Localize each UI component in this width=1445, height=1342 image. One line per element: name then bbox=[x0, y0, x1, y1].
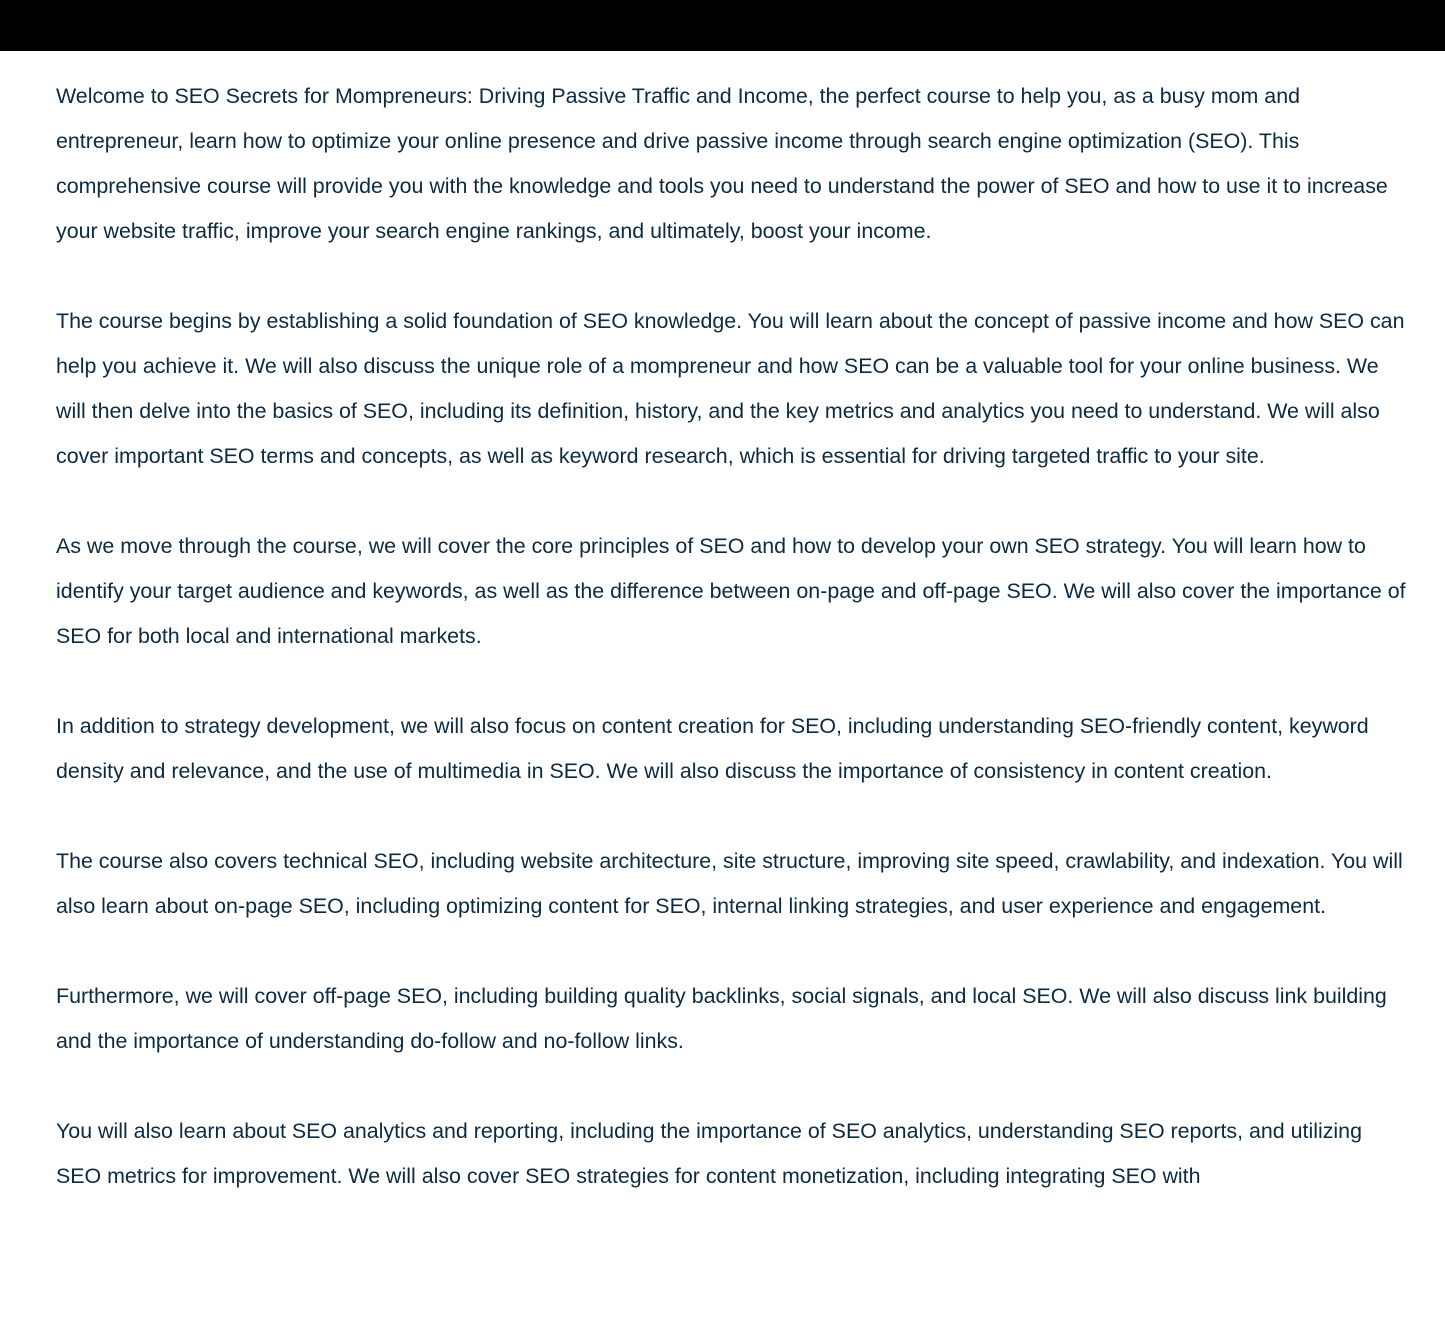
article-body bbox=[56, 74, 1406, 1244]
paragraph-strategy bbox=[56, 524, 1406, 659]
text-line: You will also learn about SEO analytics and reporting, including the importance of SEO analytics, understanding SEO reports, and bbox=[56, 1119, 1285, 1143]
text-line: building and the importance of understanding do-follow and no-follow links. bbox=[56, 984, 1387, 1053]
paragraph-technical-seo bbox=[56, 839, 1406, 929]
text-line: need to understand. We will also cover important SEO terms and concepts, as well as keyword research, which is essential for bbox=[56, 399, 1380, 468]
text-line: keyword density and relevance, and the use of multimedia in SEO. We will also discuss the importance of consistency in content bbox=[56, 714, 1369, 783]
text-line: Welcome to SEO Secrets for Mompreneurs: Driving Passive Traffic and Income, the perfect course to help you, as a busy mom and bbox=[56, 84, 1300, 108]
paragraph-analytics bbox=[56, 1109, 1406, 1199]
top-bar bbox=[0, 0, 1445, 51]
text-line: driving targeted traffic to your site. bbox=[942, 444, 1265, 468]
text-line: utilizing SEO metrics for improvement. We will also cover SEO strategies for content monetization, including integrating SEO with bbox=[56, 1119, 1362, 1188]
paragraph-intro bbox=[56, 74, 1406, 254]
text-line: In addition to strategy development, we will also focus on content creation for SEO, including understanding SEO-friendly content, bbox=[56, 714, 1284, 738]
paragraph-foundation bbox=[56, 299, 1406, 479]
text-line: online business. We will then delve into the basics of SEO, including its definition, history, and the key metrics and analytics you bbox=[56, 354, 1379, 423]
text-line: The course also covers technical SEO, including website architecture, site structure, improving site speed, crawlability, and bbox=[56, 849, 1216, 873]
text-line: Furthermore, we will cover off-page SEO, including building quality backlinks, social signals, and local SEO. We will also discuss link bbox=[56, 984, 1308, 1008]
text-line: how to identify your target audience and keywords, as well as the difference between on-page and off-page SEO. We will also cover bbox=[56, 534, 1366, 603]
text-line: The course begins by establishing a solid foundation of SEO knowledge. You will learn about the concept of passive income and how bbox=[56, 309, 1313, 333]
text-line: creation. bbox=[1189, 759, 1272, 783]
paragraph-off-page-seo bbox=[56, 974, 1406, 1064]
paragraph-content-creation bbox=[56, 704, 1406, 794]
text-line: entrepreneur, learn how to optimize your online presence and drive passive income through search engine optimization (SEO). This bbox=[56, 129, 1300, 153]
text-line: experience and engagement. bbox=[1048, 894, 1326, 918]
text-line: comprehensive course will provide you with the knowledge and tools you need to understand the power of SEO and how to use it bbox=[56, 174, 1278, 198]
text-line: to increase your website traffic, improve your search engine rankings, and ultimately, boost your income. bbox=[56, 174, 1388, 243]
text-line: As we move through the course, we will cover the core principles of SEO and how to develop your own SEO strategy. You will learn bbox=[56, 534, 1297, 558]
text-line: the importance of SEO for both local and international markets. bbox=[56, 579, 1406, 648]
text-line: SEO can help you achieve it. We will also discuss the unique role of a mompreneur and how SEO can be a valuable tool for your bbox=[56, 309, 1405, 378]
text-line: indexation. You will also learn about on-page SEO, including optimizing content for SEO, internal linking strategies, and user bbox=[56, 849, 1403, 918]
